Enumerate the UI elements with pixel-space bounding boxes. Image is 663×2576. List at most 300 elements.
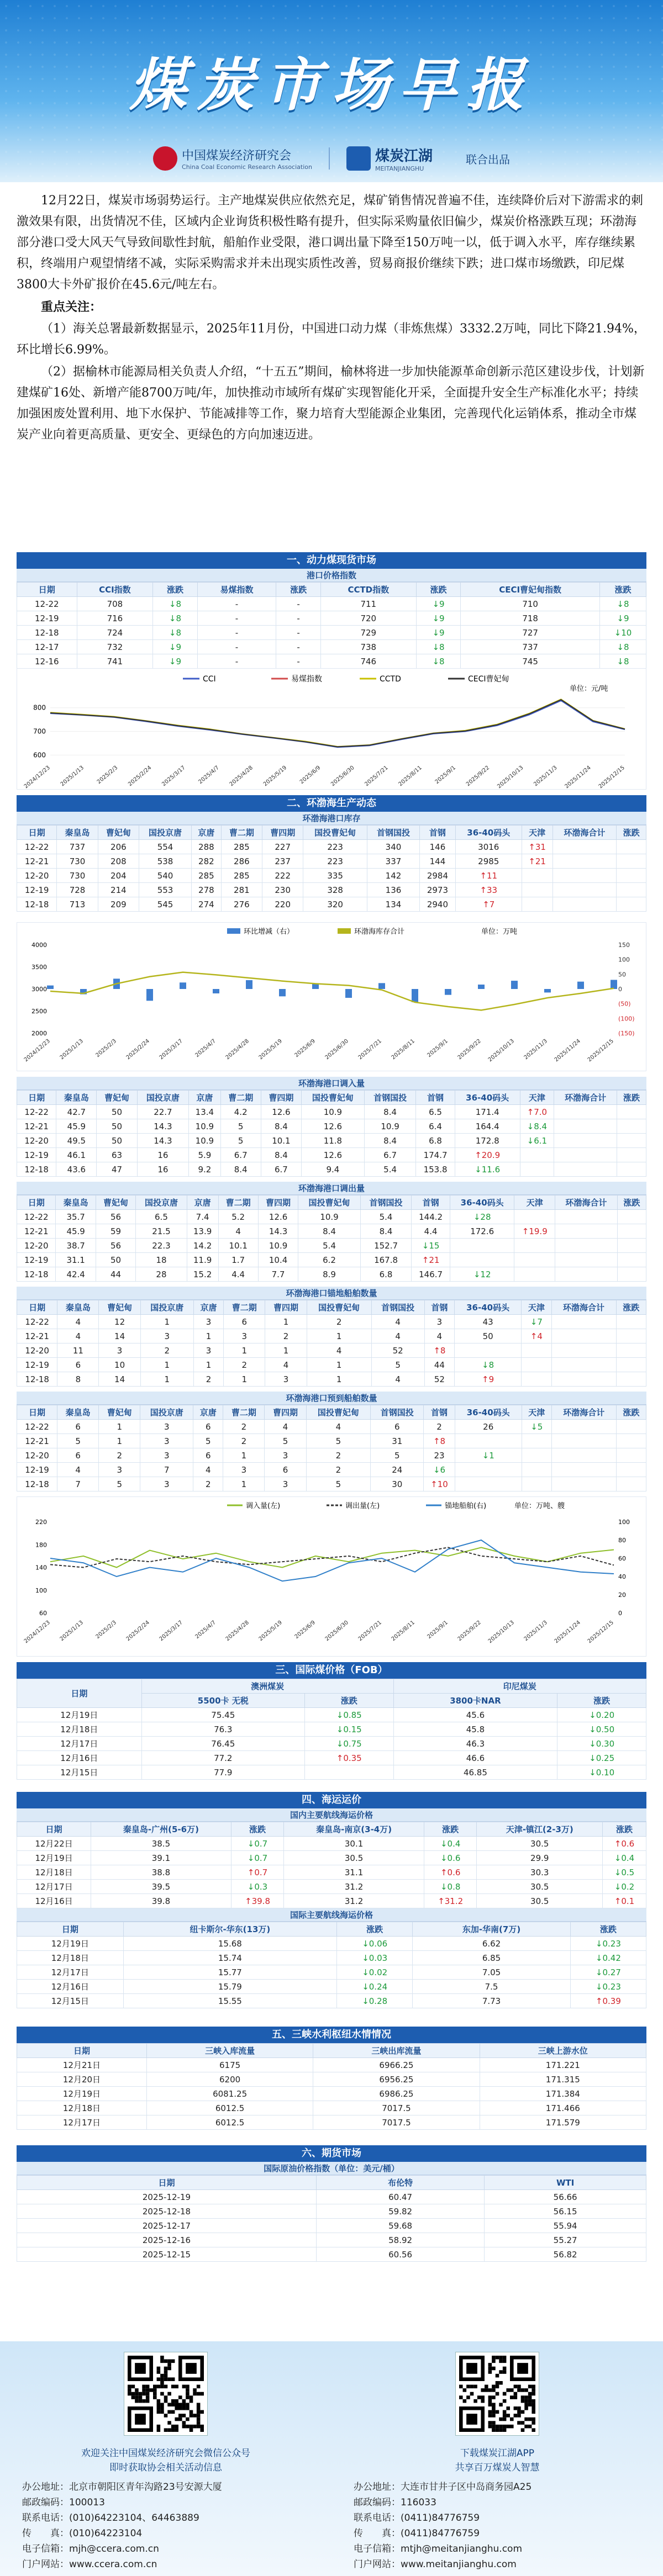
table-cell: 171.4 <box>455 1105 520 1119</box>
contact-postcode: 邮政编码：116033 <box>354 2497 436 2508</box>
table-cell: 31.1 <box>56 1253 96 1267</box>
table-cell: 6 <box>371 1420 424 1434</box>
qr-module <box>496 2356 499 2360</box>
x-tick-label: 2025/2/24 <box>125 1038 151 1061</box>
table-cell: 12月17日 <box>17 1965 124 1980</box>
table-cell: 10.9 <box>364 1119 416 1134</box>
table-cell: 285 <box>221 869 262 883</box>
table-cell: 12-22 <box>17 1105 56 1119</box>
table-cell: 8.9 <box>298 1267 361 1282</box>
column-header: 秦皇岛 <box>57 826 98 840</box>
qr-module <box>477 2395 481 2399</box>
qr-module <box>160 2374 164 2378</box>
qr-module <box>506 2414 510 2418</box>
table-cell: 12月18日 <box>17 2101 147 2115</box>
publisher-logos <box>0 145 663 172</box>
legend-label: 调出量(左) <box>345 1502 380 1510</box>
table-cell: 12月19日 <box>17 1708 142 1722</box>
table-cell <box>455 1477 522 1491</box>
table-cell: 3 <box>265 1477 306 1491</box>
table-cell <box>617 1119 646 1134</box>
change-bar <box>511 981 518 989</box>
table-cell: 50 <box>455 1329 522 1343</box>
contact-email[interactable]: 电子信箱：mtjh@meitanjianghu.com <box>354 2543 523 2554</box>
table-cell: 12月19日 <box>17 1851 91 1865</box>
table-cell: 12-19 <box>17 883 57 897</box>
contact-fax: 传 真：(010)64223104 <box>22 2528 143 2539</box>
table-cell: 12月18日 <box>17 1722 142 1737</box>
table-cell: 12-19 <box>17 1358 57 1372</box>
table-row <box>17 1148 646 1162</box>
x-tick-label: 2025/9/1 <box>426 1038 449 1059</box>
table-cell: 2 <box>306 1448 371 1463</box>
qr-module <box>157 2403 161 2406</box>
table-cell: 136 <box>367 883 419 897</box>
qr-module <box>128 2385 131 2389</box>
table-cell: 718 <box>461 611 600 626</box>
qr-module <box>186 2406 190 2410</box>
qr-module <box>167 2360 171 2363</box>
table-cell <box>552 897 617 912</box>
qr-module <box>135 2388 139 2392</box>
table-cell: 2025-12-17 <box>17 2219 317 2233</box>
table-cell <box>520 1162 554 1177</box>
unit-label: 单位：元/吨 <box>570 685 608 693</box>
table-cell: 288 <box>192 840 222 854</box>
qr-module <box>160 2392 164 2396</box>
table-cell: ↓0.8 <box>424 1880 476 1894</box>
table-cell: ↓8 <box>416 640 461 654</box>
x-tick-label: 2025/6/30 <box>330 764 356 788</box>
table-row <box>17 1865 646 1880</box>
y-tick-label: 100 <box>35 1586 47 1594</box>
table-cell: 14.2 <box>187 1239 218 1253</box>
column-header: 涨跌 <box>153 583 198 597</box>
qr-module <box>499 2370 503 2374</box>
table-cell: 4 <box>193 1463 223 1477</box>
qr-module <box>175 2403 178 2406</box>
qr-module <box>139 2399 143 2403</box>
column-header: 秦皇岛 <box>56 1196 96 1210</box>
mtjh-logo <box>346 145 433 172</box>
table-cell: 274 <box>192 897 222 912</box>
table-cell: - <box>276 640 321 654</box>
qr-module <box>164 2395 168 2399</box>
table-cell: 745 <box>461 654 600 669</box>
table-cell <box>617 840 646 854</box>
table-cell <box>522 1358 551 1372</box>
table-row <box>17 2247 646 2262</box>
table-cell <box>551 1434 616 1448</box>
table-cell <box>551 1420 616 1434</box>
table-cell: 1 <box>193 1358 223 1372</box>
table-cell <box>554 1119 617 1134</box>
table-cell: 21.5 <box>136 1224 187 1239</box>
table-cell <box>616 1358 646 1372</box>
table-cell: 12月19日 <box>17 1937 124 1951</box>
table-cell: 6.7 <box>364 1148 416 1162</box>
qr-module <box>190 2399 193 2403</box>
qr-module <box>167 2428 171 2432</box>
table-cell <box>520 1148 554 1162</box>
table-cell: ↓6 <box>424 1463 455 1477</box>
qr-module <box>481 2388 485 2392</box>
x-tick-label: 2024/12/23 <box>23 764 51 789</box>
x-tick-label: 2025/4/28 <box>228 764 254 788</box>
table-cell <box>617 1239 646 1253</box>
qr-module <box>506 2406 510 2410</box>
table-cell: ↑0.6 <box>603 1837 646 1851</box>
table-cell: 28 <box>136 1267 187 1282</box>
qr-module <box>517 2385 521 2389</box>
table-cell: 52 <box>371 1343 424 1358</box>
column-header: 日期 <box>17 1091 56 1105</box>
y-tick-label: 4000 <box>31 941 47 949</box>
ccera-name: 中国煤炭经济研究会 <box>182 149 292 163</box>
table-cell: 30.5 <box>477 1837 603 1851</box>
mtjh-contact <box>354 2479 652 2572</box>
table-cell: 6986.25 <box>313 2087 480 2101</box>
y-tick-label: 600 <box>33 751 46 759</box>
table-row <box>17 2087 646 2101</box>
table-cell <box>555 1224 618 1239</box>
table-cell: 38.8 <box>91 1865 231 1880</box>
flow-line-chart <box>17 1497 646 1656</box>
table-row <box>17 2101 646 2115</box>
qr-finder <box>135 2414 146 2425</box>
wechat-qr-code[interactable] <box>124 2352 207 2435</box>
table-cell: 146.7 <box>412 1267 450 1282</box>
table-cell: 6 <box>57 1448 99 1463</box>
table-row <box>17 1119 646 1134</box>
column-header: 36-40码头 <box>455 1405 522 1420</box>
table-cell: ↑11 <box>455 869 522 883</box>
column-header: 易煤指数 <box>197 583 276 597</box>
table-cell: 7017.5 <box>313 2115 480 2130</box>
table-cell: 14.3 <box>137 1119 189 1134</box>
x-tick-label: 2025/3/17 <box>158 1038 184 1061</box>
qr-module <box>197 2421 201 2425</box>
table-row <box>17 626 646 640</box>
qr-module <box>463 2388 467 2392</box>
table-cell: ↓5 <box>522 1420 551 1434</box>
table-cell: 10.9 <box>298 1210 361 1224</box>
table-cell: 44 <box>424 1358 454 1372</box>
table-cell: 3 <box>223 1463 265 1477</box>
column-header: 曹妃甸 <box>99 1405 140 1420</box>
table-cell: 6 <box>57 1358 99 1372</box>
table-cell: ↑39.8 <box>231 1894 283 1908</box>
qr-module <box>167 2367 171 2371</box>
table-cell <box>616 1477 646 1491</box>
contact-address: 办公地址：北京市朝阳区青年沟路23号安源大厦 <box>22 2482 222 2493</box>
table-cell: 12-18 <box>17 897 57 912</box>
change-bar <box>146 989 153 1001</box>
table-cell: 16 <box>137 1162 189 1177</box>
table-cell: 55.94 <box>485 2219 646 2233</box>
change-bar <box>345 989 352 998</box>
table-cell: ↑0.6 <box>424 1865 476 1880</box>
qr-module <box>197 2392 201 2396</box>
table-cell: 3 <box>140 1434 193 1448</box>
table-cell: 320 <box>303 897 367 912</box>
column-header: 涨跌 <box>617 1196 646 1210</box>
column-header: 日期 <box>17 1196 56 1210</box>
table-cell <box>522 1463 551 1477</box>
table-cell <box>617 854 646 869</box>
table-row <box>17 1329 646 1343</box>
table-cell <box>616 1343 646 1358</box>
qr-module <box>517 2406 521 2410</box>
x-tick-label: 2025/6/9 <box>293 1038 317 1059</box>
table-cell: 7.05 <box>413 1965 570 1980</box>
table-cell: 2 <box>140 1343 193 1358</box>
qr-module <box>164 2377 168 2381</box>
table-cell: 5.4 <box>360 1210 411 1224</box>
qr-module <box>153 2385 157 2389</box>
table-cell: 3 <box>265 1448 306 1463</box>
table-cell: 10.9 <box>189 1134 220 1148</box>
contact-website[interactable]: 门户网站：www.meitanjianghu.com <box>354 2559 517 2570</box>
table-cell: ↓0.7 <box>231 1851 283 1865</box>
table-cell: 26 <box>455 1420 522 1434</box>
app-qr-code[interactable] <box>456 2352 539 2435</box>
table-cell: 282 <box>192 854 222 869</box>
table-cell: 12-22 <box>17 1420 57 1434</box>
table-cell: 230 <box>262 883 303 897</box>
qr-module <box>175 2406 178 2410</box>
wechat-caption-line1: 欢迎关注中国煤炭经济研究会微信公众号 <box>81 2448 250 2459</box>
qr-module <box>200 2428 204 2432</box>
qr-module <box>521 2395 525 2399</box>
qr-module <box>517 2410 521 2414</box>
table-cell: ↓0.25 <box>557 1751 646 1765</box>
table-cell <box>554 1162 617 1177</box>
price-line-chart <box>17 669 646 789</box>
y-tick-label: 800 <box>33 703 46 712</box>
section-title: 六、期货市场 <box>17 2145 646 2162</box>
table-cell: 2 <box>99 1448 140 1463</box>
section-futures <box>17 2145 646 2262</box>
y-tick-label: 700 <box>33 727 46 736</box>
table-cell: 746 <box>320 654 416 669</box>
change-bar <box>611 980 617 989</box>
table-cell: 209 <box>98 897 139 912</box>
y-tick-label: 140 <box>35 1564 47 1572</box>
table-cell: ↑8 <box>424 1343 454 1358</box>
col-date: 日期 <box>17 1679 142 1708</box>
qr-module <box>492 2385 496 2389</box>
qr-module <box>496 2392 499 2396</box>
table-cell: 12-21 <box>17 1224 56 1239</box>
table-cell: 6 <box>193 1420 223 1434</box>
qr-module <box>459 2395 463 2399</box>
qr-module <box>153 2388 157 2392</box>
table-cell: 77.9 <box>141 1765 304 1780</box>
x-tick-label: 2025/9/1 <box>426 1619 449 1641</box>
table-cell: 29.9 <box>477 1851 603 1865</box>
x-tick-label: 2025/11/24 <box>553 1038 582 1064</box>
qr-module <box>182 2421 186 2425</box>
qr-module <box>506 2425 510 2429</box>
table-cell: 15.55 <box>123 1994 336 2008</box>
table-cell: 711 <box>320 597 416 611</box>
column-header: 三峡出库流量 <box>313 2044 480 2058</box>
qr-module <box>157 2425 161 2429</box>
table-cell: 5 <box>57 1434 99 1448</box>
table-cell <box>304 1765 393 1780</box>
qr-module <box>167 2410 171 2414</box>
qr-module <box>524 2399 528 2403</box>
y2-tick-label: 40 <box>618 1573 626 1580</box>
table-cell: 7 <box>57 1477 99 1491</box>
table-cell: 713 <box>57 897 98 912</box>
table-cell: ↓0.23 <box>570 1937 646 1951</box>
qr-module <box>524 2403 528 2406</box>
x-tick-label: 2025/7/21 <box>357 1619 383 1643</box>
table-cell: 171.221 <box>480 2058 646 2072</box>
table-cell <box>617 1105 646 1119</box>
contact-email[interactable]: 电子信箱：mjh@ccera.com.cn <box>22 2543 159 2554</box>
qr-module <box>175 2385 178 2389</box>
qr-module <box>514 2392 518 2396</box>
intl-freight-table <box>17 1922 646 2008</box>
change-bar <box>279 989 286 996</box>
column-header: 日期 <box>17 1822 91 1837</box>
qr-module <box>182 2425 186 2429</box>
qr-module <box>160 2356 164 2360</box>
table-cell: 720 <box>320 611 416 626</box>
table-cell: 50 <box>96 1253 135 1267</box>
table-cell: 164.4 <box>455 1119 520 1134</box>
table-cell: 12-20 <box>17 1134 56 1148</box>
table-cell: 2985 <box>455 854 522 869</box>
qr-module <box>488 2363 492 2367</box>
table-cell: 1 <box>140 1372 193 1387</box>
qr-module <box>171 2425 175 2429</box>
column-header: 涨跌 <box>617 826 646 840</box>
x-tick-label: 2025/8/11 <box>390 1038 416 1061</box>
subsection-title: 港口价格指数 <box>17 569 646 582</box>
table-cell: ↓8 <box>599 640 646 654</box>
table-cell: 5 <box>371 1358 424 1372</box>
qr-module <box>524 2425 528 2429</box>
qr-module <box>528 2395 532 2399</box>
x-tick-label: 2025/2/24 <box>125 1619 151 1643</box>
qr-module <box>488 2367 492 2371</box>
table-cell: 60.56 <box>316 2247 484 2262</box>
table-cell: ↓0.27 <box>570 1965 646 1980</box>
column-header: 国投京唐 <box>137 1091 189 1105</box>
qr-module <box>164 2360 168 2363</box>
table-cell <box>522 1434 551 1448</box>
table-cell: 38.5 <box>91 1837 231 1851</box>
x-tick-label: 2025/11/3 <box>533 764 559 788</box>
column-header: 国投京唐 <box>140 1300 193 1315</box>
subsection-title: 国际原油价格指数（单位：美元/桶） <box>17 2162 646 2175</box>
table-cell: 6.8 <box>360 1267 411 1282</box>
column-header: 日期 <box>17 2176 317 2190</box>
y-tick-label: 220 <box>35 1519 47 1526</box>
table-cell: 8.4 <box>220 1162 261 1177</box>
col-3800: 3800卡NAR <box>393 1694 557 1708</box>
column-header: 环渤海合计 <box>551 1300 616 1315</box>
table-cell <box>455 1343 522 1358</box>
qr-module <box>528 2399 532 2403</box>
table-cell: 2025-12-18 <box>17 2204 317 2219</box>
table-cell: 31.2 <box>284 1880 424 1894</box>
qr-module <box>521 2410 525 2414</box>
wechat-caption-line2: 即时获取协会相关活动信息 <box>109 2462 222 2473</box>
qr-module <box>528 2418 532 2421</box>
table-cell <box>617 1224 646 1239</box>
table-cell: - <box>197 626 276 640</box>
column-header: 天津-镇江(2-3万) <box>477 1822 603 1837</box>
table-cell: ↑0.35 <box>304 1751 393 1765</box>
column-header: 布伦特 <box>316 2176 484 2190</box>
column-header: 三峡上游水位 <box>480 2044 646 2058</box>
table-cell: 6.2 <box>298 1253 361 1267</box>
table-cell: 5 <box>99 1477 140 1491</box>
column-header: 曹二期 <box>221 826 262 840</box>
subsection-title: 国内主要航线海运价格 <box>17 1808 646 1822</box>
qr-module <box>153 2392 157 2396</box>
table-row <box>17 1105 646 1119</box>
x-tick-label: 2025/6/9 <box>293 1619 317 1641</box>
unit-label: 单位：万吨 <box>481 928 518 936</box>
table-cell: 5 <box>220 1119 261 1134</box>
qr-module <box>503 2414 507 2418</box>
qr-module <box>178 2414 182 2418</box>
legend-swatch <box>338 928 351 934</box>
qr-module <box>496 2410 499 2414</box>
qr-module <box>459 2385 463 2389</box>
subsection-title: 环渤海港口预到船舶数量 <box>17 1392 646 1405</box>
table-cell: 134 <box>367 897 419 912</box>
table-cell: 5.4 <box>364 1162 416 1177</box>
qr-module <box>496 2428 499 2432</box>
column-header: 天津 <box>522 1405 551 1420</box>
col-change: 涨跌 <box>557 1694 646 1708</box>
table-cell: 5.9 <box>189 1148 220 1162</box>
qr-module <box>488 2410 492 2414</box>
table-row <box>17 1880 646 1894</box>
table-cell <box>551 1448 616 1463</box>
qr-module <box>466 2395 470 2399</box>
table-cell: 60.47 <box>316 2190 484 2204</box>
table-cell: 50 <box>97 1134 137 1148</box>
table-row <box>17 2190 646 2204</box>
table-cell: 2 <box>193 1372 223 1387</box>
qr-module <box>503 2367 507 2371</box>
x-tick-label: 2025/2/24 <box>127 764 153 788</box>
table-cell: 724 <box>77 626 153 640</box>
qr-module <box>167 2377 171 2381</box>
table-cell: 12-21 <box>17 1329 57 1343</box>
contact-website[interactable]: 门户网站：www.ccera.com.cn <box>22 2559 157 2570</box>
table-row <box>17 1737 646 1751</box>
oil-price-table <box>17 2175 646 2262</box>
qr-module <box>532 2388 535 2392</box>
qr-module <box>510 2418 514 2421</box>
table-cell: 59 <box>96 1224 135 1239</box>
qr-module <box>193 2414 197 2418</box>
table-cell: ↓0.4 <box>424 1837 476 1851</box>
qr-module <box>532 2385 535 2389</box>
table-cell: 2 <box>265 1329 307 1343</box>
unit-label: 单位：万吨、艘 <box>514 1502 565 1510</box>
table-cell: 214 <box>98 883 139 897</box>
